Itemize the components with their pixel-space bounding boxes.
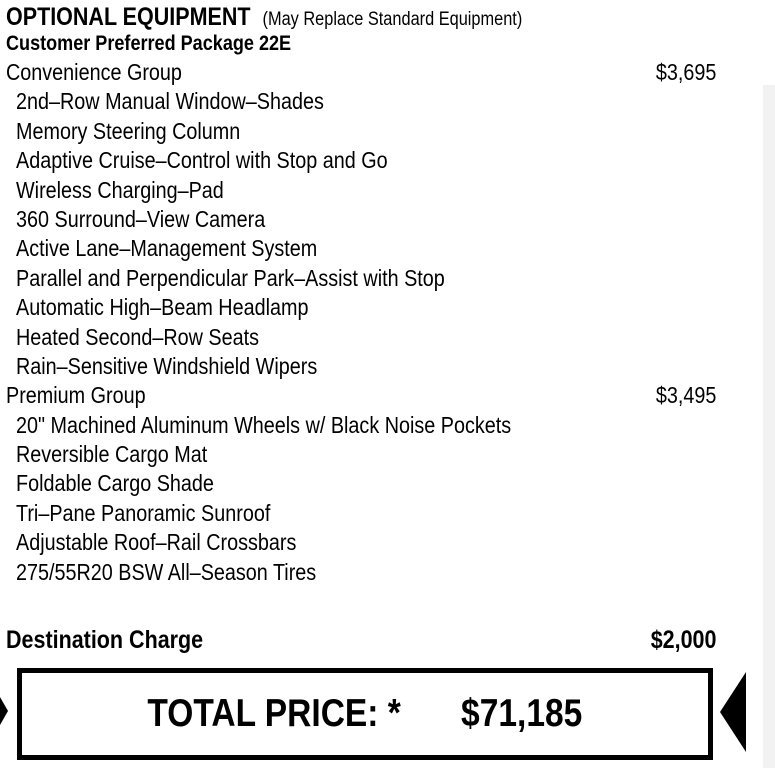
item-label: Heated Second–Row Seats xyxy=(16,323,260,350)
item-label: Automatic High–Beam Headlamp xyxy=(16,294,309,321)
list-item xyxy=(6,323,756,352)
total-price-box xyxy=(17,668,713,760)
section-title: OPTIONAL EQUIPMENT xyxy=(6,3,251,31)
item-label: Tri–Pane Panoramic Sunroof xyxy=(16,499,271,526)
list-item xyxy=(6,205,756,234)
group-price: $3,495 xyxy=(655,382,716,409)
arrow-left-icon xyxy=(720,672,746,752)
list-item xyxy=(6,411,756,440)
list-item xyxy=(6,558,756,587)
page-edge-strip xyxy=(763,85,775,768)
total-price: $71,185 xyxy=(461,692,583,735)
list-item xyxy=(6,469,756,498)
item-label: Parallel and Perpendicular Park–Assist with Stop xyxy=(16,264,445,291)
list-item xyxy=(6,293,756,322)
list-item xyxy=(6,234,756,263)
list-item xyxy=(6,146,756,175)
destination-charge-row xyxy=(6,624,756,656)
item-label: Memory Steering Column xyxy=(16,117,241,144)
group-row xyxy=(6,58,756,87)
item-label: Active Lane–Management System xyxy=(16,235,318,262)
item-label: Foldable Cargo Shade xyxy=(16,470,214,497)
equipment-list xyxy=(6,58,756,587)
group-name: Premium Group xyxy=(6,382,146,409)
total-label: TOTAL PRICE: * xyxy=(147,692,401,735)
item-label: 20" Machined Aluminum Wheels w/ Black Noise Pockets xyxy=(16,411,512,438)
item-label: Rain–Sensitive Windshield Wipers xyxy=(16,352,318,379)
item-label: Adjustable Roof–Rail Crossbars xyxy=(16,529,297,556)
group-name: Convenience Group xyxy=(6,59,182,85)
item-label: 275/55R20 BSW All–Season Tires xyxy=(16,558,317,585)
list-item xyxy=(6,499,756,528)
list-item xyxy=(6,176,756,205)
list-item xyxy=(6,352,756,381)
destination-price: $2,000 xyxy=(650,626,716,654)
list-item xyxy=(6,528,756,557)
item-label: Adaptive Cruise–Control with Stop and Go xyxy=(16,147,388,174)
item-label: Reversible Cargo Mat xyxy=(16,441,208,468)
list-item xyxy=(6,264,756,293)
item-label: 2nd–Row Manual Window–Shades xyxy=(16,88,324,115)
arrow-right-icon xyxy=(0,697,8,725)
list-item xyxy=(6,440,756,469)
section-subtitle: (May Replace Standard Equipment) xyxy=(262,9,523,30)
group-price: $3,695 xyxy=(655,59,716,85)
group-row xyxy=(6,381,756,410)
package-name: Customer Preferred Package 22E xyxy=(6,32,292,55)
section-header xyxy=(6,3,606,31)
list-item xyxy=(6,117,756,146)
item-label: Wireless Charging–Pad xyxy=(16,176,224,203)
item-label: 360 Surround–View Camera xyxy=(16,205,266,232)
list-item xyxy=(6,87,756,116)
destination-label: Destination Charge xyxy=(6,626,204,654)
